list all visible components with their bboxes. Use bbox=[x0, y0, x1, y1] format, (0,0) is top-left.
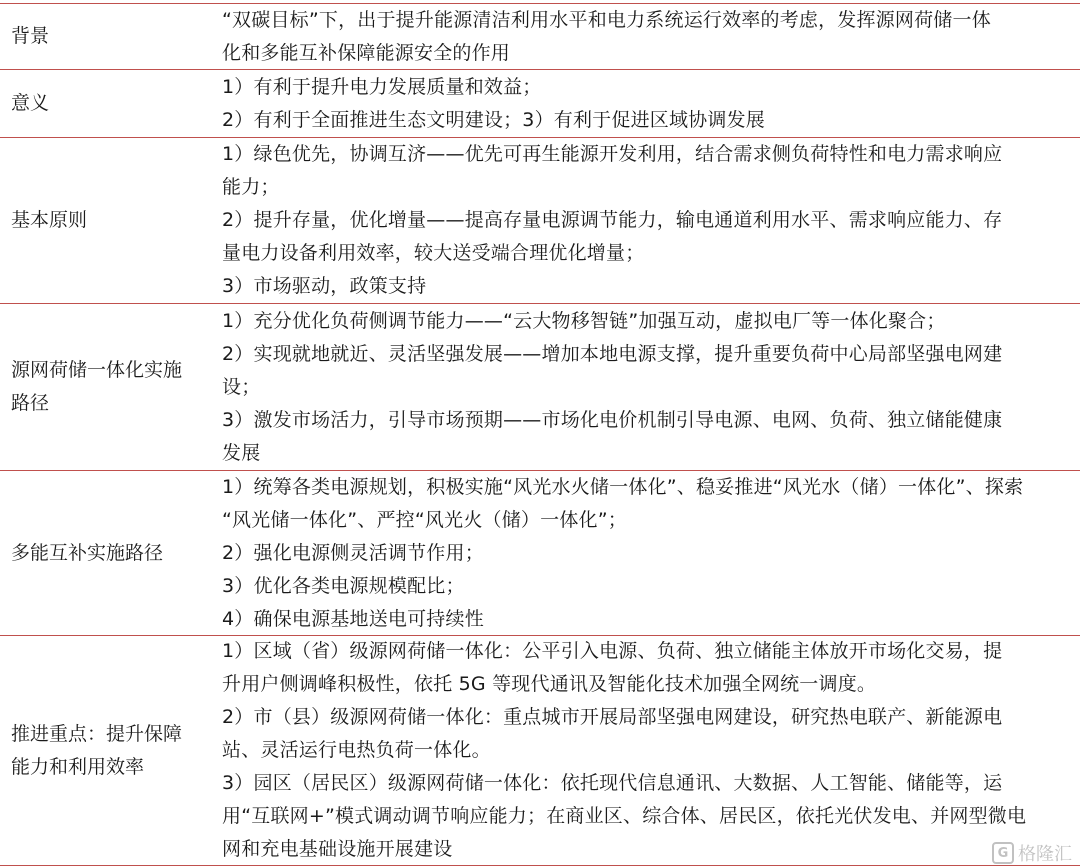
content-line: 1）区域（省）级源网荷储一体化：公平引入电源、负荷、独立储能主体放开市场化交易，提 bbox=[222, 640, 1003, 662]
content-line: 站、灵活运行电热负荷一体化。 bbox=[222, 739, 491, 761]
row-label-line: 背景 bbox=[11, 25, 50, 47]
row-content bbox=[222, 138, 1080, 303]
content-line: 3）园区（居民区）级源网荷储一体化：依托现代信息通讯、大数据、人工智能、储能等，运 bbox=[222, 772, 1003, 794]
row-content bbox=[222, 636, 1080, 865]
row-label-line: 基本原则 bbox=[11, 209, 88, 231]
content-line: 1）有利于提升电力发展质量和效益； bbox=[222, 75, 542, 98]
content-line: 升用户侧调峰积极性，依托 5G 等现代通讯及智能化技术加强全网统一调度。 bbox=[222, 673, 877, 695]
row-label-line: 意义 bbox=[11, 92, 50, 114]
row-label bbox=[0, 471, 222, 635]
content-line: 3）市场驱动，政策支持 bbox=[222, 275, 427, 297]
content-line: 2）提升存量，优化增量——提高存量电源调节能力，输电通道利用水平、需求响应能力、存 bbox=[222, 209, 1003, 231]
row-label-line: 路径 bbox=[11, 392, 50, 414]
content-line: “双碳目标”下，出于提升能源清洁利用水平和电力系统运行效率的考虑，发挥源网荷储一体 bbox=[222, 8, 991, 31]
row-label bbox=[0, 304, 222, 470]
content-line: 3）优化各类电源规模配比； bbox=[222, 574, 465, 597]
row-label bbox=[0, 70, 222, 137]
content-line: 能力； bbox=[222, 176, 280, 198]
watermark bbox=[992, 840, 1072, 866]
row-label bbox=[0, 4, 222, 69]
row-label-line: 能力和利用效率 bbox=[11, 755, 145, 778]
table-row bbox=[0, 70, 1080, 138]
row-label-line: 多能互补实施路径 bbox=[11, 541, 164, 564]
row-content bbox=[222, 471, 1080, 635]
row-label bbox=[0, 138, 222, 303]
content-line: “风光储一体化”、严控“风光火（储）一体化”； bbox=[222, 508, 627, 531]
content-line: 发展 bbox=[222, 441, 261, 464]
content-line: 量电力设备利用效率，较大送受端合理优化增量； bbox=[222, 242, 645, 264]
content-line: 设； bbox=[222, 375, 261, 398]
row-label-line: 推进重点：提升保障 bbox=[11, 722, 183, 745]
table-row bbox=[0, 471, 1080, 636]
row-content bbox=[222, 4, 1080, 69]
content-line: 3）激发市场活力，引导市场预期——市场化电价机制引导电源、电网、负荷、独立储能健康 bbox=[222, 408, 1003, 431]
content-line: 2）强化电源侧灵活调节作用； bbox=[222, 541, 484, 564]
content-line: 2）市（县）级源网荷储一体化：重点城市开展局部坚强电网建设，研究热电联产、新能源电 bbox=[222, 706, 1003, 728]
content-line: 2）有利于全面推进生态文明建设；3）有利于促进区域协调发展 bbox=[222, 108, 765, 131]
table-row bbox=[0, 636, 1080, 866]
watermark-text: 格隆汇 bbox=[1018, 844, 1072, 865]
content-line: 2）实现就地就近、灵活坚强发展——增加本地电源支撑，提升重要负荷中心局部坚强电网建 bbox=[222, 342, 1003, 365]
table-row bbox=[0, 138, 1080, 304]
row-content bbox=[222, 70, 1080, 137]
content-line: 4）确保电源基地送电可持续性 bbox=[222, 607, 484, 630]
row-content bbox=[222, 304, 1080, 470]
content-line: 1）绿色优先，协调互济——优先可再生能源开发利用，结合需求侧负荷特性和电力需求响应 bbox=[222, 143, 1003, 165]
content-line: 用“互联网+”模式调动调节响应能力；在商业区、综合体、居民区，依托光伏发电、并网型微电 bbox=[222, 805, 1027, 827]
row-label bbox=[0, 636, 222, 865]
table-row bbox=[0, 3, 1080, 70]
content-line: 化和多能互补保障能源安全的作用 bbox=[222, 41, 511, 64]
gelonghui-logo-icon: G bbox=[992, 842, 1014, 864]
content-line: 网和充电基础设施开展建设 bbox=[222, 838, 453, 860]
table-row bbox=[0, 304, 1080, 471]
content-line: 1）统筹各类电源规划，积极实施“风光水火储一体化”、稳妥推进“风光水（储）一体化”、探索 bbox=[222, 475, 1024, 498]
content-line: 1）充分优化负荷侧调节能力——“云大物移智链”加强互动，虚拟电厂等一体化聚合； bbox=[222, 309, 946, 332]
policy-table bbox=[0, 3, 1080, 866]
row-label-line: 源网荷储一体化实施 bbox=[11, 359, 183, 381]
